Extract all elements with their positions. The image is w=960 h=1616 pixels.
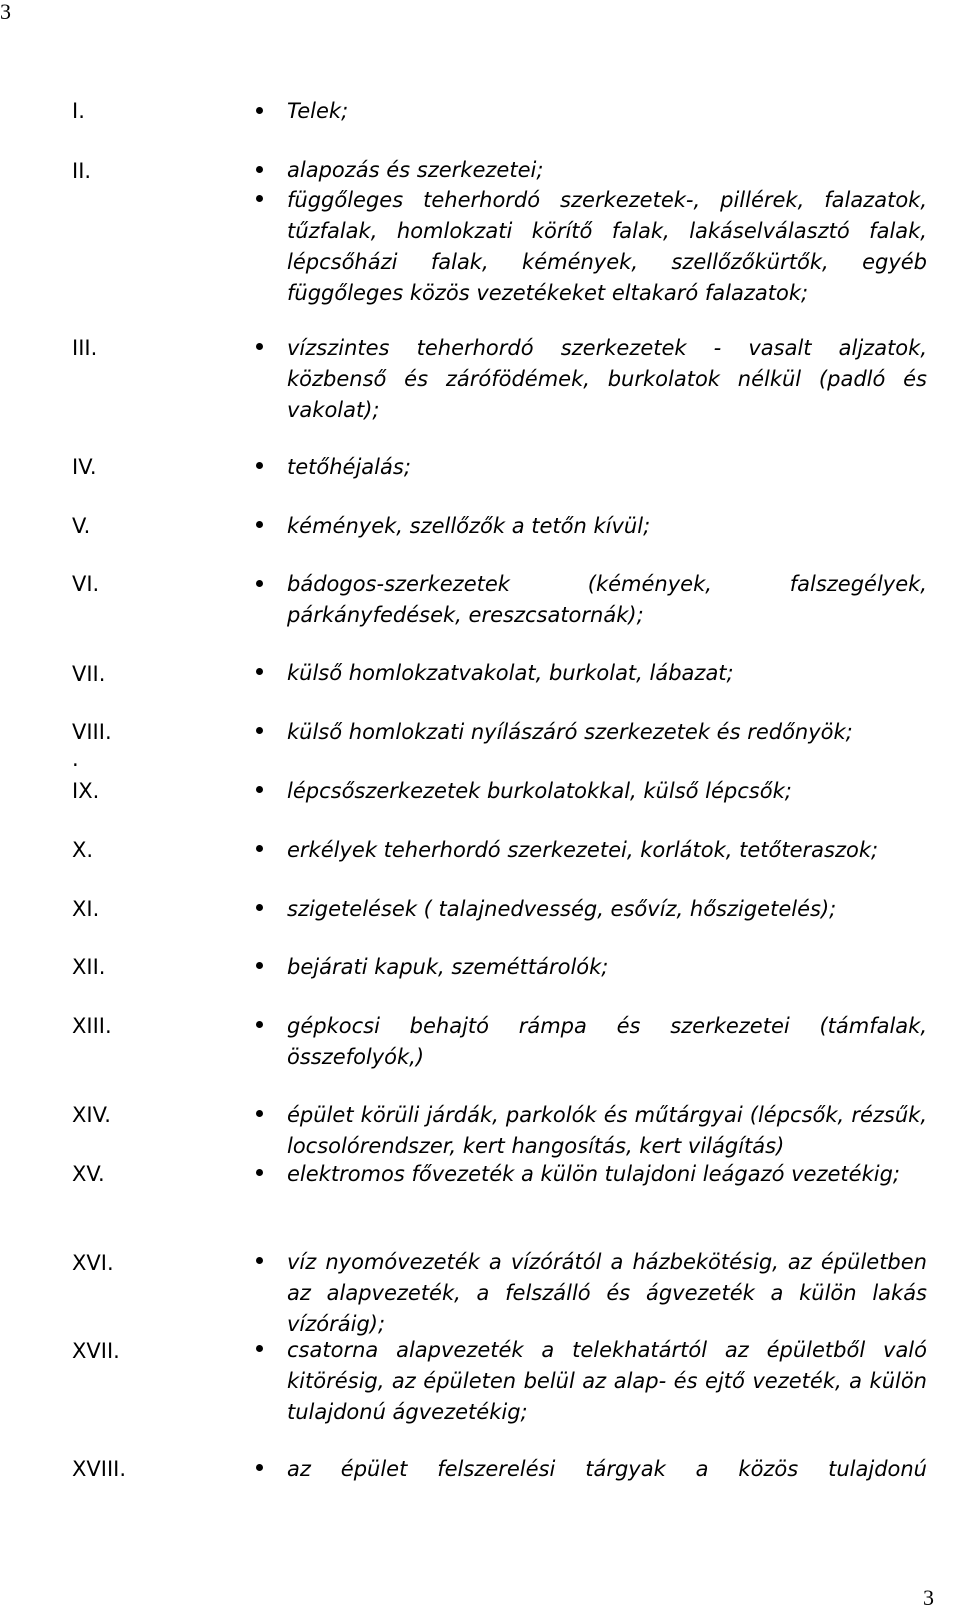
numeral-i: I.	[72, 99, 85, 123]
list-item-text: tetőhéjalás;	[287, 455, 411, 479]
bullet-dot-icon	[256, 1110, 263, 1117]
bullet-dot-icon	[256, 195, 263, 202]
numeral-xiv: XIV.	[72, 1103, 111, 1127]
numeral-xvi: XVI.	[72, 1251, 114, 1275]
list-item-text: bádogos-szerkezetek (kémények, falszegélyek, párkányfedések, ereszcsatornák);	[287, 572, 927, 627]
bullet-dot-icon	[256, 521, 263, 528]
list-item-text: lépcsőszerkezetek burkolatokkal, külső lépcsők;	[287, 779, 792, 803]
numeral-iv: IV.	[72, 455, 97, 479]
numeral-v: V.	[72, 514, 91, 538]
numeral-vii: VII.	[72, 662, 106, 686]
list-item-text: függőleges teherhordó szerkezetek-, pillérek, falazatok, tűzfalak, homlokzati körítő falak, lakáselválasztó falak, lépcsőházi falak, kémények, szellőzőkürtők, egyéb függőleges közös vezetékeket eltakaró falazatok;	[287, 188, 927, 305]
bullet-dot-icon	[256, 962, 263, 969]
bullet-dot-icon	[256, 1021, 263, 1028]
bullet-dot-icon	[256, 845, 263, 852]
list-item-text: kémények, szellőzők a tetőn kívül;	[287, 514, 651, 538]
bullet-dot-icon	[256, 904, 263, 911]
list-item-text: az épület felszerelési tárgyak a közös tulajdonú	[287, 1457, 927, 1481]
numeral-viii-dot: .	[72, 747, 79, 771]
list-item-text: bejárati kapuk, szeméttárolók;	[287, 955, 609, 979]
numeral-xviii: XVIII.	[72, 1457, 127, 1481]
bullet-dot-icon	[256, 1169, 263, 1176]
page-number-bottom: 3	[923, 1585, 934, 1610]
bullet-dot-icon	[256, 107, 263, 114]
list-item-text: alapozás és szerkezetei;	[287, 158, 544, 182]
list-item-text: szigetelések ( talajnedvesség, esővíz, hőszigetelés);	[287, 897, 837, 921]
bullet-dot-icon	[256, 462, 263, 469]
list-item-text: víz nyomóvezeték a vízórától a házbekötésig, az épületben az alapvezeték, a felszálló és ágvezeték a külön lakás vízóráig);	[287, 1250, 927, 1336]
numeral-xvii: XVII.	[72, 1339, 120, 1363]
bullet-dot-icon	[256, 343, 263, 350]
list-item-text: erkélyek teherhordó szerkezetei, korlátok, tetőteraszok;	[287, 838, 879, 862]
bullet-dot-icon	[256, 1345, 263, 1352]
list-item-text: elektromos fővezeték a külön tulajdoni leágazó vezetékig;	[287, 1162, 900, 1186]
list-item-text: csatorna alapvezeték a telekhatártól az épületből való kitörésig, az épületen belül az alap- és ejtő vezeték, a külön tulajdonú ágvezetékig;	[287, 1338, 927, 1424]
list-item-text: épület körüli járdák, parkolók és műtárgyai (lépcsők, rézsűk, locsolórendszer, kert hangosítás, kert világítás)	[287, 1103, 927, 1158]
list-item-text: Telek;	[287, 99, 349, 123]
numeral-viii: VIII.	[72, 720, 112, 744]
page-number-top: 3	[0, 0, 11, 24]
numeral-xiii: XIII.	[72, 1014, 112, 1038]
bullet-dot-icon	[256, 580, 263, 587]
numeral-xv: XV.	[72, 1162, 105, 1186]
list-item-text: külső homlokzatvakolat, burkolat, lábazat;	[287, 661, 734, 685]
bullet-dot-icon	[256, 1257, 263, 1264]
bullet-dot-icon	[256, 166, 263, 173]
numeral-ii: II.	[72, 159, 92, 183]
list-item-text: külső homlokzati nyílászáró szerkezetek és redőnyök;	[287, 720, 853, 744]
numeral-ix: IX.	[72, 779, 100, 803]
list-item-text: gépkocsi behajtó rámpa és szerkezetei (támfalak, összefolyók,)	[287, 1014, 927, 1069]
bullet-dot-icon	[256, 1464, 263, 1471]
numeral-iii: III.	[72, 336, 98, 360]
numeral-x: X.	[72, 838, 94, 862]
bullet-dot-icon	[256, 786, 263, 793]
bullet-dot-icon	[256, 727, 263, 734]
numeral-vi: VI.	[72, 572, 100, 596]
numeral-xii: XII.	[72, 955, 106, 979]
bullet-dot-icon	[256, 668, 263, 675]
numeral-xi: XI.	[72, 897, 100, 921]
list-item-text: vízszintes teherhordó szerkezetek - vasalt aljzatok, közbenső és zárófödémek, burkolatok nélkül (padló és vakolat);	[287, 336, 927, 422]
